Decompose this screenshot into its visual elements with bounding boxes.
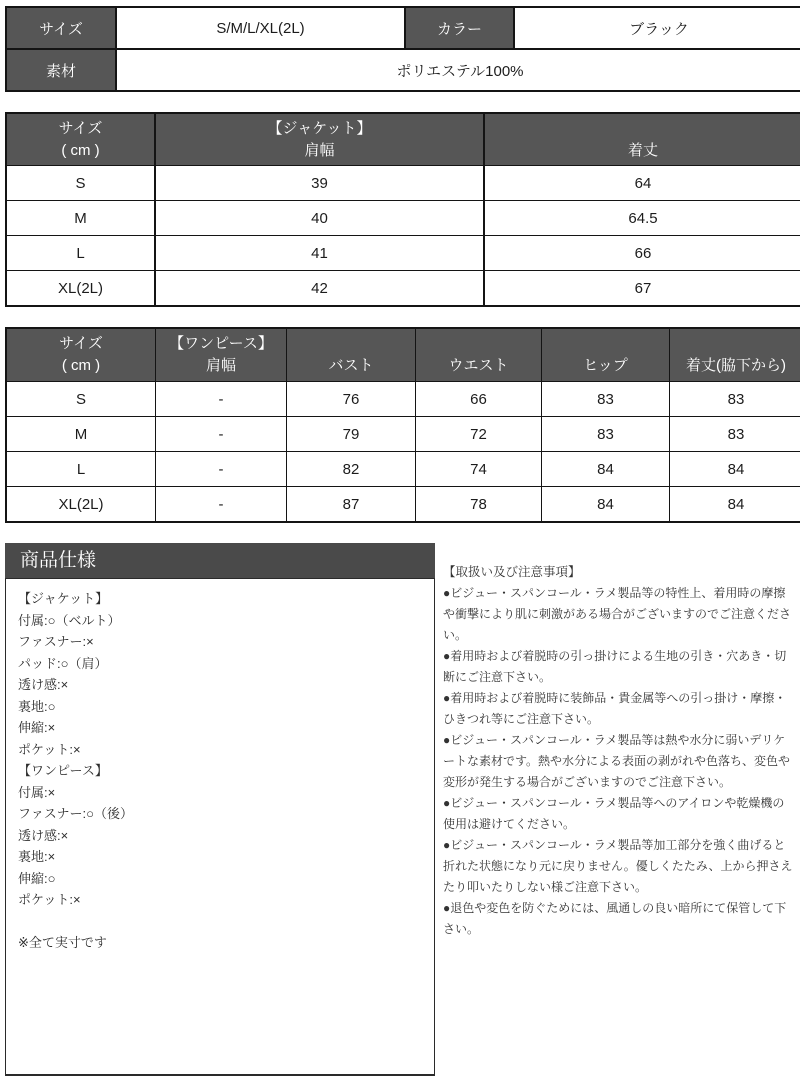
header-line: 着丈(脇下から) (670, 355, 800, 377)
precaution-item: ●ビジュー・スパンコール・ラメ製品等は熱や水分に弱いデリケートな素材です。熱や水分による表面の剥がれや色落ち、変色や変形が発生する場合がございますのでご注意下さい。 (443, 730, 795, 793)
header-line: サイズ (7, 333, 155, 355)
spec-line: 裏地:○ (18, 696, 422, 718)
shoulder-cell: - (156, 452, 287, 487)
table-row (6, 236, 800, 271)
table-row (6, 49, 800, 91)
size-cell: L (6, 452, 156, 487)
precautions-title: 【取扱い及び注意事項】 (443, 562, 795, 583)
table-row (6, 7, 800, 49)
size-cell: S (6, 382, 156, 417)
product-spec-title-bar: 商品仕様 (5, 543, 435, 578)
spec-line: 付属:× (18, 782, 422, 804)
precaution-item: ●着用時および着脱時の引っ掛けによる生地の引き・穴あき・切断にご注意下さい。 (443, 646, 795, 688)
spec-line: 裏地:× (18, 846, 422, 868)
header-line: 【ワンピース】 (156, 333, 286, 355)
size-cell: XL(2L) (6, 487, 156, 523)
table-row (6, 166, 800, 201)
header-line: ウエスト (416, 355, 541, 377)
hip-cell: 84 (542, 452, 670, 487)
size-unit-header-cell (6, 113, 155, 166)
precaution-item: ●ビジュー・スパンコール・ラメ製品等加工部分を強く曲げると折れた状態になり元に戻りません。優しくたたみ、上から押さえたり叩いたりしない様ご注意下さい。 (443, 835, 795, 898)
spec-line: 伸縮:○ (18, 868, 422, 890)
table-header-row (6, 113, 800, 166)
length-cell: 84 (670, 487, 800, 523)
length-cell: 67 (484, 271, 800, 307)
size-cell: L (6, 236, 155, 271)
material-label-cell: 素材 (6, 49, 116, 91)
hip-cell: 83 (542, 382, 670, 417)
header-line: バスト (287, 355, 415, 377)
size-cell: M (6, 417, 156, 452)
spec-line: 透け感:× (18, 674, 422, 696)
color-value-cell: ブラック (514, 7, 800, 49)
size-value-cell: S/M/L/XL(2L) (116, 7, 405, 49)
header-line (542, 333, 669, 355)
header-line (416, 333, 541, 355)
length-cell: 84 (670, 452, 800, 487)
waist-cell: 66 (416, 382, 542, 417)
length-cell: 83 (670, 382, 800, 417)
spec-line: ポケット:× (18, 889, 422, 911)
size-color-material-table (5, 6, 800, 92)
shoulder-cell: 40 (155, 201, 484, 236)
header-line: ( cm ) (7, 355, 155, 377)
spec-line: 付属:○（ベルト） (18, 610, 422, 632)
spec-line: 透け感:× (18, 825, 422, 847)
bust-cell: 79 (287, 417, 416, 452)
onepiece-shoulder-header-cell (156, 328, 287, 382)
size-cell: S (6, 166, 155, 201)
shoulder-cell: - (156, 487, 287, 523)
shoulder-cell: 41 (155, 236, 484, 271)
size-cell: XL(2L) (6, 271, 155, 307)
bust-header-cell (287, 328, 416, 382)
bust-cell: 76 (287, 382, 416, 417)
table-row (6, 201, 800, 236)
precaution-item: ●退色や変色を防ぐためには、風通しの良い暗所にて保管して下さい。 (443, 898, 795, 940)
header-line (485, 118, 800, 140)
header-line: 肩幅 (156, 355, 286, 377)
product-spec-box (5, 578, 435, 1076)
length-cell: 64.5 (484, 201, 800, 236)
length-underarm-header-cell (670, 328, 800, 382)
waist-header-cell (416, 328, 542, 382)
color-label-cell: カラー (405, 7, 514, 49)
spec-line: ファスナー:○（後） (18, 803, 422, 825)
shoulder-cell: - (156, 382, 287, 417)
table-row (6, 452, 800, 487)
spec-line: ファスナー:× (18, 631, 422, 653)
size-label-cell: サイズ (6, 7, 116, 49)
product-spec-panel (5, 543, 435, 1076)
size-cell: M (6, 201, 155, 236)
spec-line: 【ジャケット】 (18, 588, 422, 610)
hip-cell: 84 (542, 487, 670, 523)
table-row (6, 382, 800, 417)
spec-line-spacer (18, 911, 422, 933)
precaution-item: ●着用時および着脱時に装飾品・貴金属等への引っ掛け・摩擦・ひきつれ等にご注意下さい。 (443, 688, 795, 730)
hip-header-cell (542, 328, 670, 382)
length-cell: 83 (670, 417, 800, 452)
precaution-item: ●ビジュー・スパンコール・ラメ製品等へのアイロンや乾燥機の使用は避けてください。 (443, 793, 795, 835)
header-line: 【ジャケット】 (156, 118, 483, 140)
length-cell: 64 (484, 166, 800, 201)
spec-line: 伸縮:× (18, 717, 422, 739)
table-row (6, 271, 800, 307)
header-line (670, 333, 800, 355)
header-line: 肩幅 (156, 140, 483, 162)
header-line: サイズ (7, 118, 154, 140)
waist-cell: 78 (416, 487, 542, 523)
header-line: 着丈 (485, 140, 800, 162)
spec-note-line: ※全て実寸です (18, 932, 422, 954)
jacket-measurements-table (5, 112, 800, 307)
spec-line: 【ワンピース】 (18, 760, 422, 782)
jacket-length-header-cell (484, 113, 800, 166)
header-line: ヒップ (542, 355, 669, 377)
bust-cell: 82 (287, 452, 416, 487)
onepiece-measurements-table (5, 327, 800, 523)
jacket-shoulder-header-cell (155, 113, 484, 166)
header-line: ( cm ) (7, 140, 154, 162)
material-value-cell: ポリエステル100% (116, 49, 800, 91)
shoulder-cell: 39 (155, 166, 484, 201)
hip-cell: 83 (542, 417, 670, 452)
spec-line: ポケット:× (18, 739, 422, 761)
table-row (6, 487, 800, 523)
spec-line: パッド:○（肩） (18, 653, 422, 675)
waist-cell: 72 (416, 417, 542, 452)
shoulder-cell: 42 (155, 271, 484, 307)
precaution-item: ●ビジュー・スパンコール・ラメ製品等の特性上、着用時の摩擦や衝撃により肌に刺激がある場合がございますのでご注意ください。 (443, 583, 795, 646)
size-unit-header-cell (6, 328, 156, 382)
bottom-section (5, 543, 795, 1076)
shoulder-cell: - (156, 417, 287, 452)
table-row (6, 417, 800, 452)
bust-cell: 87 (287, 487, 416, 523)
precautions-panel (443, 543, 795, 940)
length-cell: 66 (484, 236, 800, 271)
waist-cell: 74 (416, 452, 542, 487)
header-line (287, 333, 415, 355)
table-header-row (6, 328, 800, 382)
